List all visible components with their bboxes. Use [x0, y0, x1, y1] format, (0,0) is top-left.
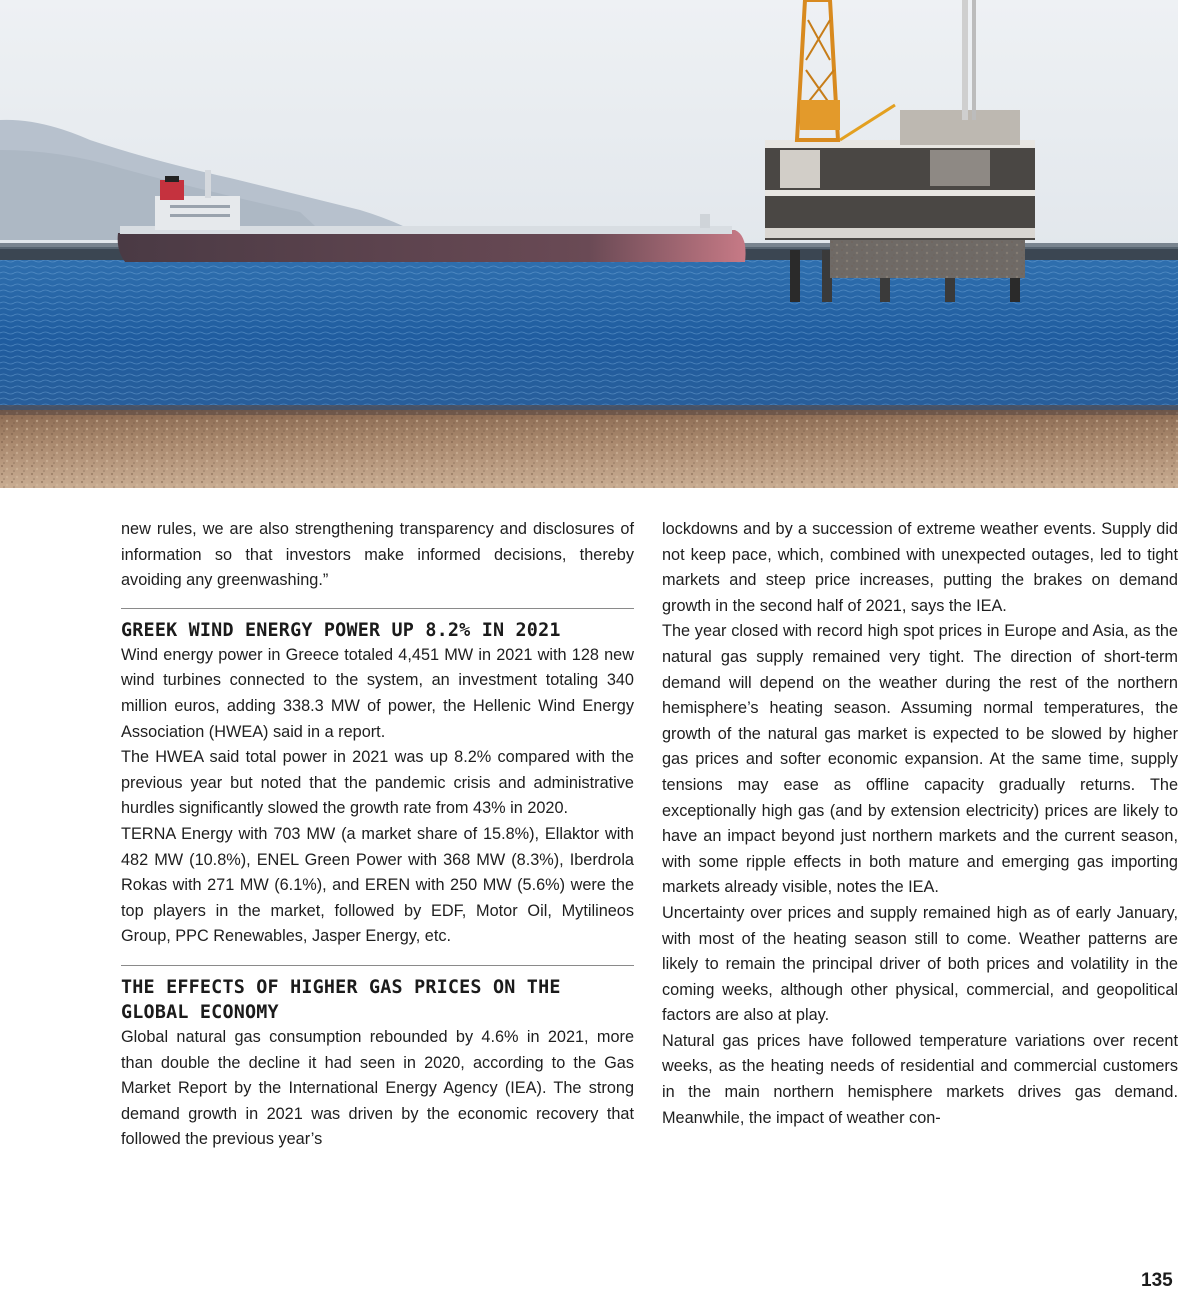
section-divider [121, 965, 634, 966]
body-paragraph: The year closed with record high spot prices in Europe and Asia, as the natural gas supply remained very tight. The direction of short-term demand will depend on the weather during the rest of the northern hemisphere’s heating season. Assuming normal temperatures, the growth of the natural gas market is expected to be slowed by higher gas prices and softer economic expansion. At the same time, supply tensions may ease as offline capacity gradually returns. The exceptionally high gas (and by extension electricity) prices are likely to have an impact beyond just northern markets and the current season, with some ripple effects in both mature and emerging gas importing markets already visible, notes the IEA. [662, 622, 1178, 897]
section-heading-greek-wind-energy: GREEK WIND ENERGY POWER UP 8.2% IN 2021 [121, 619, 561, 641]
intro-paragraph: new rules, we are also strengthening transparency and disclosures of information so that investors make informed decisions, thereby avoiding any greenwashing.” [121, 520, 634, 590]
body-paragraph: Uncertainty over prices and supply remained high as of early January, with most of the heating season still to come. Weather patterns are likely to remain the principal driver of both prices and volatility in the coming weeks, although other physical, commercial, and geopolitical factors are also at play. [662, 903, 1178, 1025]
right-column [662, 517, 1178, 1131]
left-column [121, 517, 634, 1153]
body-paragraph: Natural gas prices have followed temperature variations over recent weeks, as the heating needs of residential and commercial customers in the main northern hemisphere markets drives gas demand. Meanwhile, the impact of weather con- [662, 1031, 1178, 1127]
body-paragraph: TERNA Energy with 703 MW (a market share of 15.8%), Ellaktor with 482 MW (10.8%), ENEL Green Power with 368 MW (8.3%), Iberdrola Rokas with 271 MW (6.1%), and EREN with 250 MW (5.6%) were the top players in the market, followed by EDF, Motor Oil, Mytilineos Group, PPC Renewables, Jasper Energy, etc. [121, 824, 634, 946]
tanker-and-oil-platform-image [0, 0, 1178, 488]
page-number: 135 [1141, 1270, 1173, 1291]
section-heading-higher-gas-prices: THE EFFECTS OF HIGHER GAS PRICES ON THE GLOBAL ECONOMY [121, 976, 561, 1023]
body-paragraph: lockdowns and by a succession of extreme weather events. Supply did not keep pace, which, combined with unexpected outages, led to tight markets and steep price increases, putting the brakes on demand growth in the second half of 2021, says the IEA. [662, 520, 1178, 615]
body-paragraph: Wind energy power in Greece totaled 4,451 MW in 2021 with 128 new wind turbines connected to the system, an investment totaling 340 million euros, adding 338.3 MW of power, the Hellenic Wind Energy Association (HWEA) said in a report. [121, 645, 634, 741]
body-paragraph: The HWEA said total power in 2021 was up 8.2% compared with the previous year but noted that the pandemic crisis and administrative hurdles significantly slowed the growth rate from 43% in 2020. [121, 748, 634, 818]
section-divider [121, 608, 634, 609]
hero-photo [0, 0, 1178, 488]
body-paragraph: Global natural gas consumption rebounded by 4.6% in 2021, more than double the decline it had seen in 2020, according to the Gas Market Report by the International Energy Agency (IEA). The strong demand growth in 2021 was driven by the economic recovery that followed the previous year’s [121, 1027, 634, 1149]
